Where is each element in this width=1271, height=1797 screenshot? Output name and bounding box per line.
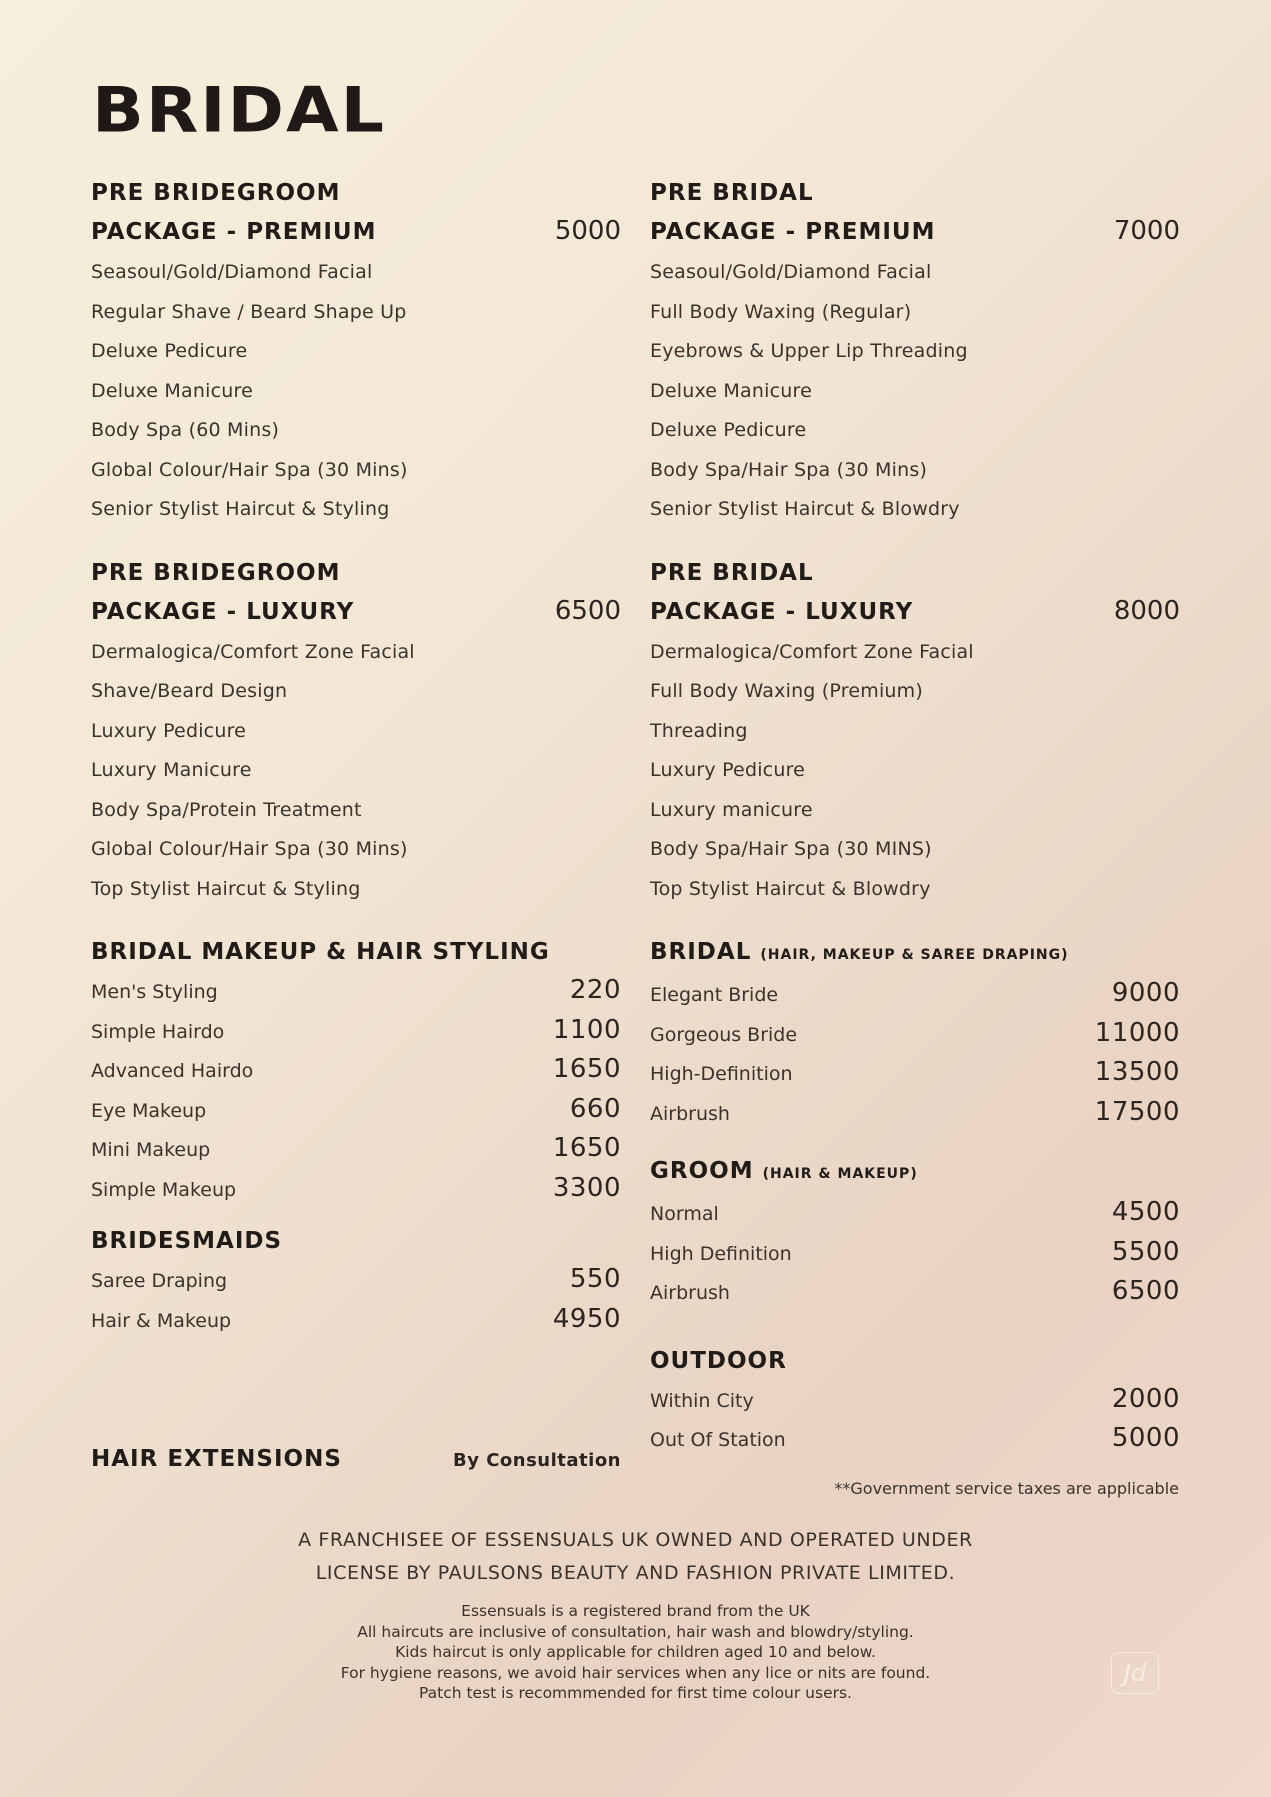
pre-bridal-luxury-package (650, 554, 1180, 910)
package-price: 7000 (1113, 216, 1180, 246)
list-item: Shave/Beard Design (91, 680, 288, 702)
list-item: Threading (650, 719, 748, 742)
franchise-statement (0, 1524, 1271, 1590)
service-price: 660 (569, 1093, 621, 1124)
list-item: Deluxe Manicure (91, 379, 253, 402)
package-heading-line2 (91, 212, 621, 251)
list-item: Luxury Pedicure (650, 759, 806, 781)
list-item: Seasoul/Gold/Diamond Facial (650, 261, 932, 283)
list-item: Luxury manicure (650, 798, 813, 821)
franchise-line: LICENSE BY PAULSONS BEAUTY AND FASHION PRIVATE LIMITED. (315, 1562, 956, 1584)
package-heading-text: PRE BRIDEGROOM (91, 559, 341, 586)
price-row (91, 1304, 621, 1344)
service-label: Elegant Bride (650, 984, 779, 1006)
section-title: GROOM (650, 1158, 754, 1184)
left-column (91, 174, 621, 1343)
note-line: All haircuts are inclusive of consultation, hair wash and blowdry/styling. (357, 1622, 914, 1641)
service-label: High Definition (650, 1242, 792, 1265)
package-heading-text: PACKAGE - LUXURY (91, 598, 355, 625)
price-row (650, 1018, 1180, 1058)
note-line: Patch test is recommmended for first time colour users. (418, 1684, 852, 1702)
package-heading-line1 (650, 554, 1180, 592)
package-item-list (91, 253, 621, 530)
package-heading-text: PACKAGE - LUXURY (650, 598, 914, 625)
list-item: Deluxe Pedicure (650, 419, 807, 441)
package-item-list (650, 253, 1180, 530)
franchise-line: A FRANCHISEE OF ESSENSUALS UK OWNED AND OPERATED UNDER (298, 1529, 973, 1551)
service-price: 9000 (1111, 978, 1180, 1008)
service-price: 550 (569, 1264, 621, 1294)
service-price: 13500 (1094, 1057, 1180, 1087)
price-row (91, 1054, 621, 1094)
service-price: 5000 (1111, 1423, 1180, 1453)
service-price: 5500 (1111, 1236, 1180, 1267)
bridesmaids-section (91, 1222, 621, 1343)
service-price: 4500 (1111, 1197, 1180, 1227)
list-item: Dermalogica/Comfort Zone Facial (650, 640, 974, 663)
list-item: Top Stylist Haircut & Styling (91, 877, 361, 900)
package-heading-line2 (650, 592, 1180, 631)
list-item: Top Stylist Haircut & Blowdry (650, 877, 931, 900)
package-heading-text: PRE BRIDAL (650, 180, 814, 206)
service-label: Within City (650, 1389, 754, 1412)
price-row (650, 1097, 1180, 1137)
bridal-section (650, 933, 1180, 1136)
service-label: Mini Makeup (91, 1139, 211, 1161)
service-price: 6500 (1111, 1276, 1180, 1306)
section-heading: OUTDOOR (650, 1347, 787, 1374)
package-price: 8000 (1113, 595, 1180, 626)
service-label: Saree Draping (91, 1270, 228, 1292)
service-price: 11000 (1094, 1017, 1180, 1048)
section-heading: BRIDESMAIDS (91, 1228, 283, 1254)
list-item: Luxury Manicure (91, 759, 252, 781)
list-item: Regular Shave / Beard Shape Up (91, 300, 407, 323)
price-row (91, 975, 621, 1015)
service-label: Gorgeous Bride (650, 1023, 798, 1046)
package-price: 5000 (554, 216, 621, 246)
package-item-list (650, 633, 1180, 910)
list-item: Body Spa/Hair Spa (30 MINS) (650, 838, 932, 860)
service-price: 1100 (552, 1014, 621, 1045)
pre-bridal-premium-package (650, 174, 1180, 530)
list-item: Seasoul/Gold/Diamond Facial (91, 261, 373, 283)
list-item: Luxury Pedicure (91, 719, 247, 742)
service-label: Men's Styling (91, 981, 218, 1003)
package-heading-text: PACKAGE - PREMIUM (650, 219, 936, 245)
section-heading: BRIDAL MAKEUP & HAIR STYLING (91, 939, 550, 965)
package-price: 6500 (554, 595, 621, 626)
package-heading-text: PRE BRIDAL (650, 559, 814, 586)
service-label: Out Of Station (650, 1429, 786, 1451)
service-label: Normal (650, 1203, 719, 1225)
price-row (650, 978, 1180, 1018)
price-row (91, 1015, 621, 1055)
list-item: Full Body Waxing (Premium) (650, 680, 923, 702)
note-line: For hygiene reasons, we avoid hair services when any lice or nits are found. (340, 1663, 931, 1682)
service-price: 1650 (552, 1133, 621, 1163)
price-row (91, 1094, 621, 1134)
service-label: Airbrush (650, 1282, 730, 1304)
list-item: Full Body Waxing (Regular) (650, 300, 912, 323)
section-heading (650, 933, 1180, 974)
service-price: 17500 (1094, 1096, 1180, 1127)
list-item: Dermalogica/Comfort Zone Facial (91, 640, 415, 663)
hair-extensions-value: By Consultation (452, 1450, 621, 1471)
bridal-makeup-hair-section (91, 933, 621, 1212)
price-row (650, 1057, 1180, 1097)
price-row (650, 1276, 1180, 1316)
list-item: Senior Stylist Haircut & Blowdry (650, 498, 960, 520)
price-row (650, 1237, 1180, 1277)
tax-note: **Government service taxes are applicable (834, 1479, 1179, 1498)
watermark-logo: Jd (1111, 1652, 1159, 1694)
list-item: Global Colour/Hair Spa (30 Mins) (91, 838, 408, 860)
package-heading-line1 (91, 554, 621, 592)
service-price: 4950 (552, 1303, 621, 1334)
service-label: Hair & Makeup (91, 1309, 232, 1332)
section-subtitle: (HAIR & MAKEUP) (762, 1166, 918, 1182)
list-item: Senior Stylist Haircut & Styling (91, 498, 390, 520)
page-title: BRIDAL (92, 74, 386, 148)
section-title: BRIDAL (650, 939, 752, 965)
service-label: Simple Hairdo (91, 1020, 225, 1043)
package-heading-line2 (91, 592, 621, 631)
list-item: Body Spa/Protein Treatment (91, 798, 362, 821)
hair-extensions-row (91, 1446, 621, 1472)
service-price: 3300 (552, 1172, 621, 1203)
footer-notes (0, 1601, 1271, 1704)
pre-bridegroom-luxury-package (91, 554, 621, 910)
list-item: Body Spa/Hair Spa (30 Mins) (650, 458, 928, 481)
list-item: Deluxe Pedicure (91, 340, 248, 362)
service-label: Eye Makeup (91, 1099, 207, 1122)
groom-section (650, 1152, 1180, 1316)
package-item-list (91, 633, 621, 910)
service-price: 1650 (552, 1054, 621, 1084)
price-row (91, 1173, 621, 1213)
pre-bridegroom-premium-package (91, 174, 621, 530)
note-line: Kids haircut is only applicable for children aged 10 and below. (395, 1643, 876, 1661)
package-heading-line2 (650, 212, 1180, 251)
price-row (650, 1197, 1180, 1237)
outdoor-section (650, 1342, 1180, 1463)
package-heading-line1 (650, 174, 1180, 212)
list-item: Deluxe Manicure (650, 379, 812, 402)
list-item: Body Spa (60 Mins) (91, 419, 280, 441)
right-column (650, 174, 1180, 1463)
price-row (91, 1264, 621, 1304)
section-heading (650, 1152, 1180, 1193)
list-item: Global Colour/Hair Spa (30 Mins) (91, 458, 408, 481)
service-label: Advanced Hairdo (91, 1060, 254, 1082)
list-item: Eyebrows & Upper Lip Threading (650, 340, 968, 362)
service-label: Airbrush (650, 1102, 730, 1125)
price-row (650, 1423, 1180, 1463)
package-heading-text: PRE BRIDEGROOM (91, 180, 341, 206)
price-row (91, 1133, 621, 1173)
package-heading-text: PACKAGE - PREMIUM (91, 219, 377, 245)
note-line: Essensuals is a registered brand from the UK (461, 1602, 810, 1620)
service-price: 2000 (1111, 1383, 1180, 1414)
package-heading-line1 (91, 174, 621, 212)
hair-extensions-label: HAIR EXTENSIONS (91, 1446, 342, 1472)
service-price: 220 (569, 975, 621, 1005)
section-subtitle: (HAIR, MAKEUP & SAREE DRAPING) (760, 947, 1069, 963)
service-label: High-Definition (650, 1063, 793, 1085)
price-row (650, 1384, 1180, 1424)
service-label: Simple Makeup (91, 1178, 237, 1201)
